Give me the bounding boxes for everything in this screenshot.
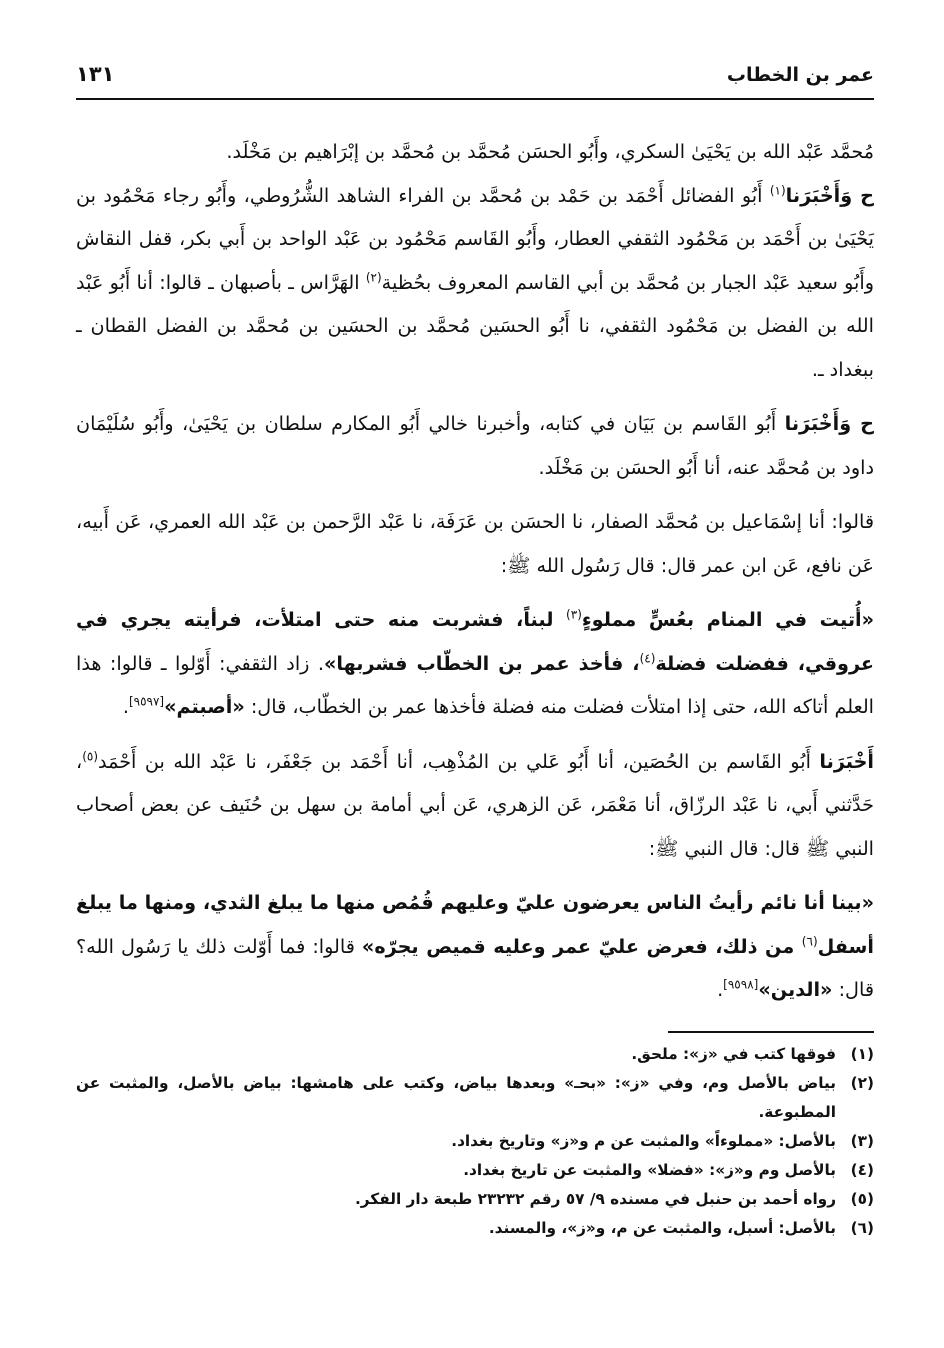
text-run: أَبُو الفضائل أَحْمَد بن حَمْد بن مُحمَّد بن الفراء الشاهد الشُّرُوطي، وأَبُو رجاء مَحْمُود بن يَحْيَىٰ بن أَحْمَد بن مَحْمُود الثقفي العطار، وأَبُو القَاسم مَحْمُود بن عَبْد الواحد بن أَبي بكر، قفل النقاش وأَبُو سعيد عَبْد الجبار بن مُحمَّد بن أبي القاسم المعروف بحُظية — [76, 183, 874, 294]
footnote-text: بالأصل: «مملوءاً» والمثبت عن م و«ز» وتاريخ بغداد. — [451, 1132, 836, 1150]
footnote-number: (١) — [850, 1045, 874, 1063]
note-marker: (١) — [769, 183, 786, 198]
note-marker: (٦) — [801, 934, 818, 949]
note-marker: (٢) — [365, 270, 382, 285]
note-marker: [٩٥٩٨] — [723, 977, 759, 992]
bold-text: ، فأخذ عمر بن الخطّاب فشربها» — [323, 651, 640, 675]
bold-text: لبناً، فشربت منه حتى امتلأت، فرأيته يجري في عروقي، ففضلت فضلة — [76, 608, 874, 675]
note-marker: (٤) — [639, 651, 656, 666]
running-title: عمر بن الخطاب — [726, 64, 874, 86]
footnote-number: (٦) — [850, 1219, 874, 1237]
bold-text: ح وَأَخْبَرَنا — [785, 183, 874, 207]
text-run: . — [717, 978, 724, 1001]
text-run: الهَرَّاس ـ بأصبهان ـ قالوا: أنا أَبُو عَبْد الله بن الفضل بن مَحْمُود الثقفي، نا أَبُو الحسَين مُحمَّد بن الحسَين بن مُحمَّد بن الفضل القطان ـ ببغداد ـ. — [76, 270, 874, 381]
text-run: ، حَدَّثني أَبي، نا عَبْد الرزّاق، أنا مَعْمَر، عَن الزهري، عَن أبي أمامة بن سهل بن حُنَيف عن بعض أصحاب النبي ﷺ قال: قال النبي ﷺ: — [76, 749, 874, 860]
footnote — [76, 1185, 874, 1214]
footnotes — [76, 1040, 874, 1243]
footnote-text: بالأصل وم و«ز»: «فضلا» والمثبت عن تاريخ بغداد. — [463, 1161, 836, 1179]
text-run: . — [122, 695, 129, 718]
footnote-number: (٣) — [850, 1132, 874, 1150]
bold-text: من ذلك، فعرض عليّ عمر وعليه قميص يجرّه» — [361, 934, 802, 958]
text-run: مُحمَّد عَبْد الله بن يَحْيَىٰ السكري، وأَبُو الحسَن مُحمَّد بن مُحمَّد بن إبْرَاهيم بن مَخْلَد. — [226, 140, 874, 163]
text-run: قالوا: فما أَوّلت ذلك يا رَسُول الله؟ قال: — [76, 934, 874, 1001]
paragraph — [76, 881, 874, 1012]
paragraph — [76, 174, 874, 392]
text-run: أَبُو القَاسم بن بَيَان في كتابه، وأخبرنا خالي أَبُو المكارم سلطان بن يَحْيَىٰ، وأَبُو سُلَيْمَان داود بن مُحمَّد عنه، أنا أَبُو الحسَن بن مَخْلَد. — [76, 412, 874, 479]
bold-text: أَخْبَرَنا — [819, 749, 874, 773]
running-header — [76, 58, 874, 100]
main-text — [76, 130, 874, 1012]
bold-text: «أصبتم» — [164, 695, 245, 718]
footnote-number: (٤) — [850, 1161, 874, 1179]
footnote-text: فوقها كتب في «ز»: ملحق. — [631, 1045, 836, 1063]
text-run: . زاد الثقفي: أَوّلوا ـ قالوا: هذا العلم أتاكه الله، حتى إذا امتلأت فضلت منه فضلة فأخذها عمر بن الخطّاب، قال: — [76, 651, 874, 718]
footnote — [76, 1040, 874, 1069]
footnote-number: (٥) — [850, 1190, 874, 1208]
paragraph — [76, 402, 874, 489]
note-marker: (٣) — [566, 607, 582, 622]
paragraph — [76, 598, 874, 729]
text-run: أَبُو القَاسم بن الحُصَين، أنا أَبُو عَلي بن المُذْهِب، أنا أَحْمَد بن جَعْفَر، نا عَبْد الله بن أَحْمَد — [98, 749, 820, 773]
footnote — [76, 1156, 874, 1185]
paragraph — [76, 500, 874, 587]
note-marker: [٩٥٩٧] — [128, 694, 165, 709]
text-run: قالوا: أنا إسْمَاعيل بن مُحمَّد الصفار، نا الحسَن بن عَرَفَة، نا عَبْد الرَّحمن بن عَبْد الله العمري، عَن أَبيه، عَن نافع، عَن ابن عمر قال: قال رَسُول الله ﷺ: — [76, 510, 874, 577]
paragraph — [76, 130, 874, 174]
bold-text: «أُتيت في المنام بعُسٍّ مملوءٍ — [581, 608, 874, 631]
footnote-separator — [668, 1031, 874, 1033]
bold-text: «الدين» — [758, 978, 833, 1001]
bold-text: «بينا أنا نائم رأيتُ الناس يعرضون عليّ وعليهم قُمُص منها ما يبلغ الثدي، ومنها ما يبلغ أسفل — [76, 891, 875, 958]
note-marker: (٥) — [82, 749, 99, 764]
footnote-text: رواه أحمد بن حنبل في مسنده ٩/ ٥٧ رقم ٢٣٢٣٢ طبعة دار الفكر. — [354, 1190, 836, 1208]
page-number: ١٣١ — [76, 62, 115, 86]
footnote-number: (٢) — [850, 1074, 874, 1092]
paragraph — [76, 740, 874, 871]
footnote — [76, 1127, 874, 1156]
footnote-text: بالأصل: أسبل، والمثبت عن م، و«ز»، والمسند. — [488, 1219, 836, 1237]
footnote-text: بياض بالأصل وم، وفي «ز»: «بحـ» وبعدها بياض، وكتب على هامشها: بياض بالأصل، والمثبت عن المطبوعة. — [76, 1074, 836, 1121]
footnote — [76, 1069, 874, 1127]
footnote — [76, 1214, 874, 1243]
bold-text: ح وَأَخْبَرَنا — [784, 412, 874, 435]
